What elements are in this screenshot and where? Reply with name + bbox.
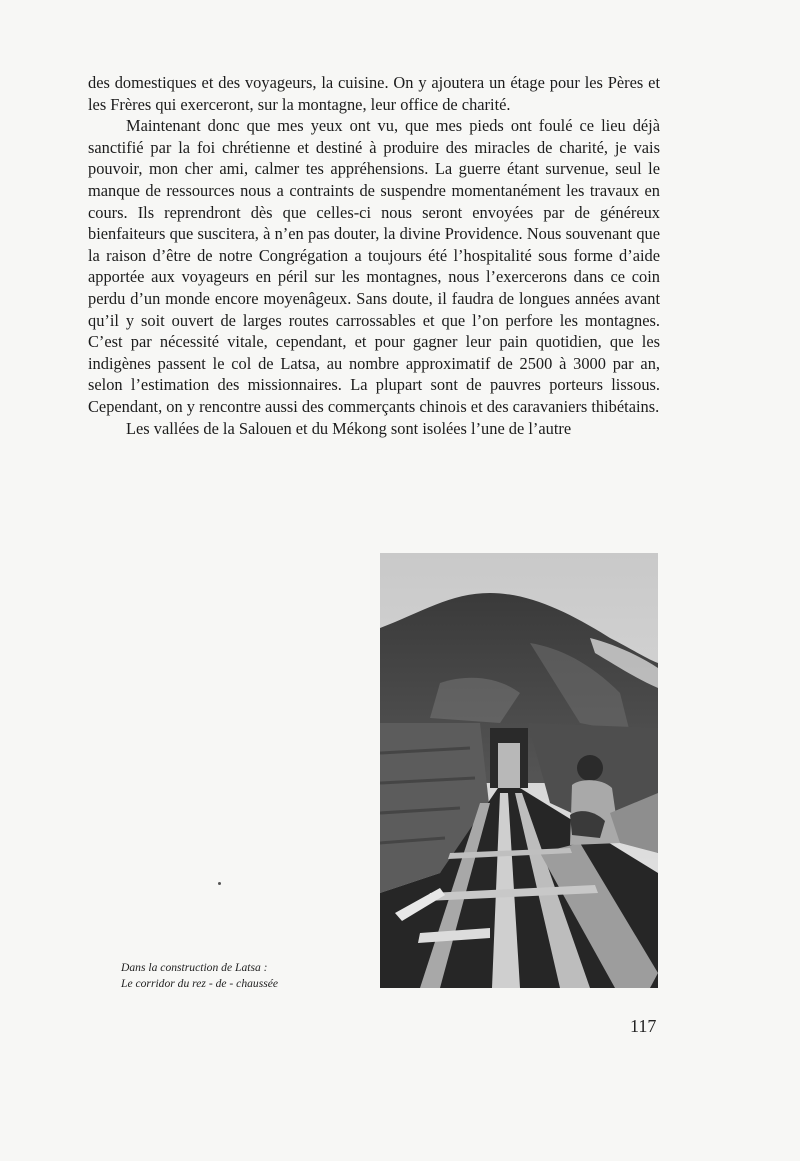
body-text <box>88 72 660 439</box>
caption-line-2: Le corridor du rez - de - chaussée <box>121 977 279 990</box>
figure-caption <box>121 960 351 992</box>
paragraph-2: Maintenant donc que mes yeux ont vu, que mes pieds ont foulé ce lieu déjà sanctifié par la foi chrétienne et destiné à produire des miracles de charité, je vais pouvoir, mon cher ami, calmer tes appréhensions. La guerre étant survenue, seul le manque de ressources nous a contraints de suspendre momentanément les travaux en cours. Ils reprendront dès que celles-ci nous seront envoyées par de généreux bienfaiteurs que suscitera, à n’en pas douter, la divine Providence. Nous souvenant que la raison d’être de notre Congrégation a toujours été l’hospitalité sous forme d’aide apportée aux voyageurs en péril sur les montagnes, nous l’exercerons dans ce coin perdu d’un monde encore moyenâgeux. Sans doute, il faudra de longues années avant qu’il y soit ouvert de larges routes carrossables et que l’on perfore les montagnes. C’est par nécessité vitale, cependant, et pour gagner leur pain quotidien, que les indigènes passent le col de Latsa, au nombre approximatif de 2500 à 3000 par an, selon l’estimation des missionnaires. La plupart sont de pauvres porteurs lissous. Cependant, on y rencontre aussi des commerçants chinois et des caravaniers thibétains. <box>88 116 660 416</box>
paragraph-3: Les vallées de la Salouen et du Mékong sont isolées l’une de l’autre <box>126 418 572 438</box>
corridor-photo-illustration <box>380 553 658 988</box>
paragraph-1: des domestiques et des voyageurs, la cuisine. On y ajoutera un étage pour les Pères et les Frères qui exerceront, sur la montagne, leur office de charité. <box>88 73 660 114</box>
construction-photo <box>380 553 658 988</box>
caption-line-1: Dans la construction de Latsa : <box>121 961 268 974</box>
print-speck <box>218 882 221 885</box>
page-number: 117 <box>630 1016 657 1036</box>
